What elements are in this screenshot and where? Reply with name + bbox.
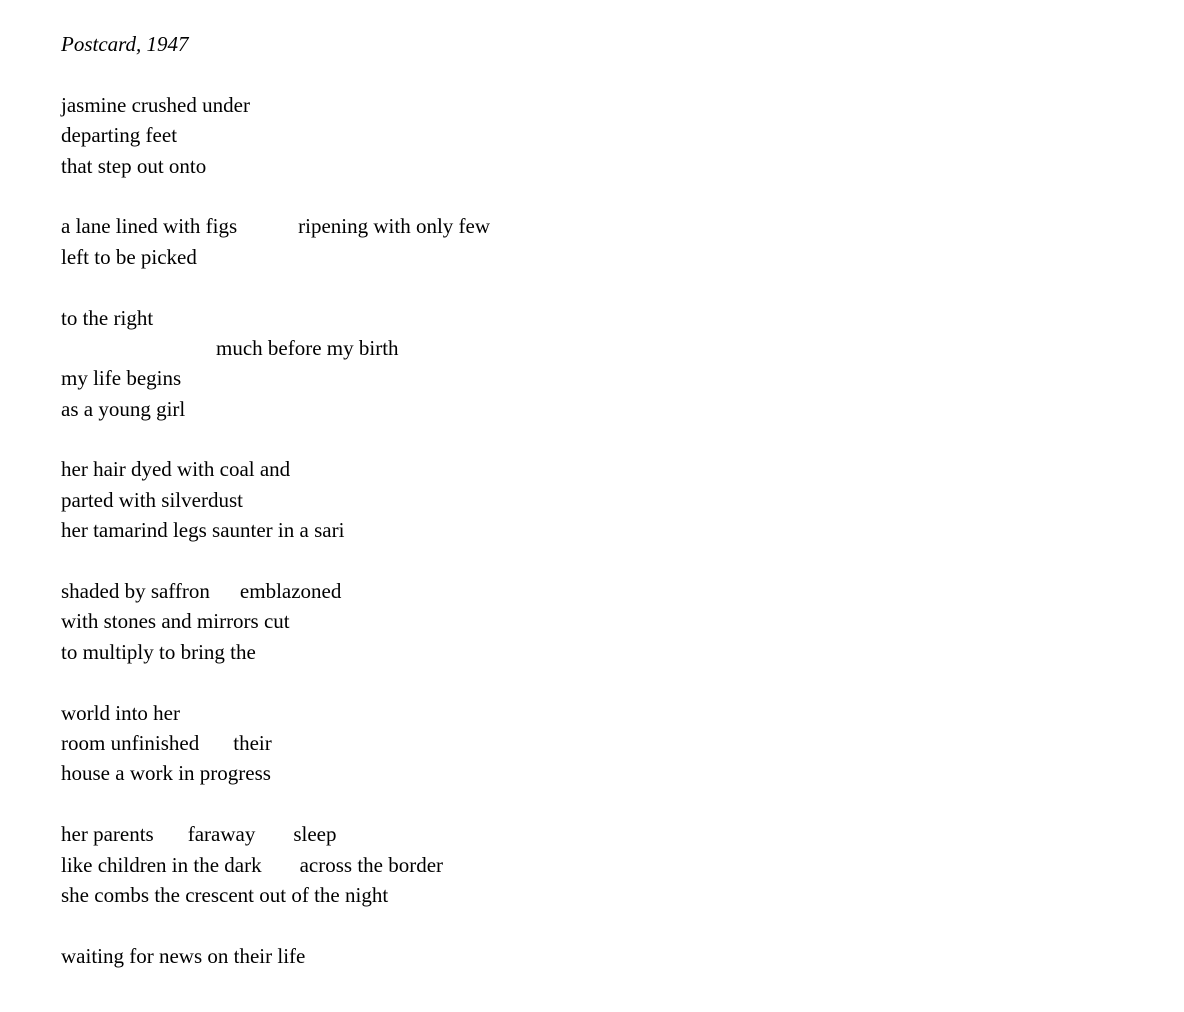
stanza-break — [61, 667, 1141, 697]
line-segment: a lane lined with figs — [61, 214, 238, 239]
stanza-3 — [61, 303, 1141, 425]
line-segment: faraway — [187, 822, 256, 847]
poem-line — [61, 728, 1141, 758]
line-segment: sleep — [293, 822, 337, 847]
poem-line — [61, 211, 1141, 241]
poem-line — [61, 819, 1141, 849]
line-segment: shaded by saffron — [61, 579, 210, 604]
stanza-1 — [61, 90, 1141, 181]
poem-line: that step out onto — [61, 153, 207, 178]
poem-line: left to be picked — [61, 244, 197, 269]
stanza-break — [61, 910, 1141, 940]
poem-line: waiting for news on their life — [61, 943, 306, 968]
poem-line: parted with silverdust — [61, 487, 243, 512]
poem-line: house a work in progress — [61, 761, 271, 786]
line-segment: ripening with only few — [298, 214, 491, 239]
stanza-break — [61, 59, 1141, 89]
stanza-8 — [61, 941, 1141, 971]
stanza-4 — [61, 454, 1141, 545]
poem-line: her tamarind legs saunter in a sari — [61, 518, 345, 543]
line-segment: her parents — [61, 822, 154, 847]
stanza-break — [61, 272, 1141, 302]
line-segment: emblazoned — [239, 579, 342, 604]
poem-line: my life begins — [61, 366, 182, 391]
stanza-break — [61, 181, 1141, 211]
poem-line: her hair dyed with coal and — [61, 457, 291, 482]
stanza-2 — [61, 211, 1141, 272]
line-segment: room unfinished — [61, 730, 200, 755]
line-segment: their — [233, 730, 272, 755]
poem-line: world into her — [61, 700, 180, 725]
stanza-6 — [61, 698, 1141, 789]
poem-line — [61, 333, 1141, 363]
poem-line: jasmine crushed under — [61, 92, 250, 117]
line-segment: like children in the dark — [61, 852, 262, 877]
stanza-break — [61, 789, 1141, 819]
poem-line: departing feet — [61, 123, 178, 148]
poem-line: to the right — [61, 305, 154, 330]
poem-line — [61, 576, 1141, 606]
line-segment: across the border — [299, 852, 444, 877]
poem-line: as a young girl — [61, 396, 186, 421]
poem-line: with stones and mirrors cut — [61, 609, 290, 634]
poem-title: Postcard, 1947 — [61, 32, 189, 56]
stanza-5 — [61, 576, 1141, 667]
stanza-break — [61, 546, 1141, 576]
poem — [61, 29, 1141, 971]
stanza-7 — [61, 819, 1141, 910]
poem-line: she combs the crescent out of the night — [61, 882, 389, 907]
line-segment: much before my birth — [216, 335, 399, 360]
poem-line — [61, 850, 1141, 880]
stanza-break — [61, 424, 1141, 454]
poem-line: to multiply to bring the — [61, 639, 256, 664]
